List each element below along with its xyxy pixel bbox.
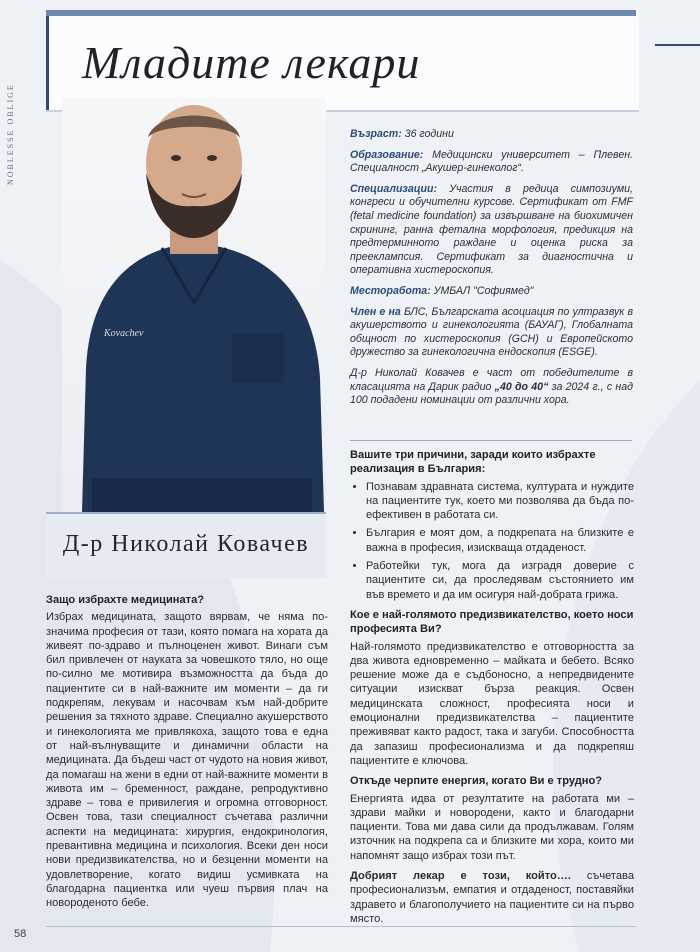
question-reasons: Вашите три причини, заради които избрахте реализация в България:	[350, 449, 596, 476]
section-divider	[350, 440, 632, 441]
info-age: Възраст: 36 години	[350, 128, 454, 140]
info-membership: Член е на БЛС, Българската асоциация по ултразвук в акушерството и гинекологията (БАУАГ), Глобалната общност по хистероскопия (GCH) и Европейското дружество за гинекологична ендоскопия (ESGE).	[350, 305, 634, 359]
page-title: Младите лекари	[82, 37, 421, 88]
list-item: • България е моят дом, а подкрепата на близките е важна в професия, изискваща отдаденост.	[366, 526, 634, 555]
footer-rule	[46, 926, 636, 927]
info-workplace: Месторабота: УМБАЛ "Софиямед"	[350, 284, 534, 297]
question-challenge: Кое е най-голямото предизвикателство, което носи професията Ви?	[350, 608, 634, 636]
list-item: • Работейки тук, мога да изградя доверие с пациентите си, да проследявам състоянието им във времето и да им осигуря най-добрата грижа.	[366, 559, 634, 602]
info-award: Д-р Николай Ковачев е част от победителите в класацията на Дарик радио „40 до 40“ за 2024 г., с над 100 подадени номинации от различни хора.	[350, 366, 633, 407]
profile-info	[350, 128, 633, 408]
doctor-name: Д-р Николай Ковачев	[62, 531, 310, 557]
doctor-photo	[62, 98, 326, 512]
page-number: 58	[14, 928, 27, 940]
interview-right-column	[350, 448, 634, 932]
list-item: • Познавам здравната система, културата и нуждите на пациентите тук, което ми позволява да бъда по-ефективен в работата си.	[366, 480, 634, 523]
good-doctor-statement: Добрият лекар е този, който…. съчетава професионализъм, емпатия и отдаденост, поставяйки здравето и благополучието на пациентите си на първо място.	[350, 870, 634, 925]
answer-challenge: Най-голямото предизвикателство е отговорността за два живота едновременно – майката и бебето. Всяко решение може да е съдбоносно, а непредвидените ситуации изискват бърза реакция. Освен медицинската сложност, професията носи и емоционални предизвикателства – пациентите преживяват както радост, така и загуби. Способността да запазиш професионализма и да подкрепяш пациентите е ключова.	[350, 640, 634, 767]
header-accent-line	[655, 44, 700, 46]
title-band-accent	[46, 10, 636, 16]
answer-energy: Енергията идва от резултатите на работата ми – здрави майки и новородени, както и благодарни пациенти. Това ми дава сили да продължавам. Голям източник на подкрепа са и близките ми хора, които ми напомнят защо избрах този път.	[350, 792, 634, 862]
interview-left-column	[46, 593, 328, 917]
answer-why-medicine: Избрах медицината, защото вярвам, че няма по-значима професия от тази, която помага на хората да живеят по-здраво и пълноценен живот. Винаги съм бил привлечен от науката за човешкото тяло, но още по-силно ме мотивира възможността да бъда до пациентите си в най-важните им моменти – да ги подкрепям, лекувам и насочвам към най-добрите решения за тяхното здраве. Специално акушерството и гинекологията ме привлякоха, защото това е една от най-вълнуващите и динамични области на медицината. Да бъдеш част от чудото на новия живот, да помагаш на жени в едни от най-важните моменти в живота им – бременност, раждане, репродуктивно здраве – това е привилегия и огромна отговорност. Освен това, тази специалност съчетава различни аспекти на медицината: хирургия, ендокринология, превантивна медицина и психология. Всеки ден носи нови предизвикателства, но и безценни моменти на удовлетворение, когато видиш усмивката на благодарна пациентка или чуеш първия плач на новороденото бебе.	[46, 611, 328, 910]
magazine-brand: NOBLESSE OBLIGE	[6, 83, 15, 185]
scrub-embroidery: Kovachev	[104, 328, 144, 339]
question-energy: Откъде черпите енергия, когато Ви е трудно?	[350, 775, 603, 788]
info-education: Образование: Медицински университет – Плевен. Специалност „Акушер-гинеколог“.	[350, 148, 633, 175]
question-why-medicine: Защо избрахте медицината?	[46, 594, 205, 606]
reasons-list	[350, 480, 634, 602]
info-specializations: Специализации: Участия в редица симпозиуми, конгреси и обучителни курсове. Сертификат от FMF (fetal medicine foundation) за извършване на биохимичен скрининг, ранна фетална морфология, предикция на предтерминното раждане и оценка риска за прееклампсия. Сертификат за диагностична и оперативна хистероскопия.	[350, 182, 633, 277]
